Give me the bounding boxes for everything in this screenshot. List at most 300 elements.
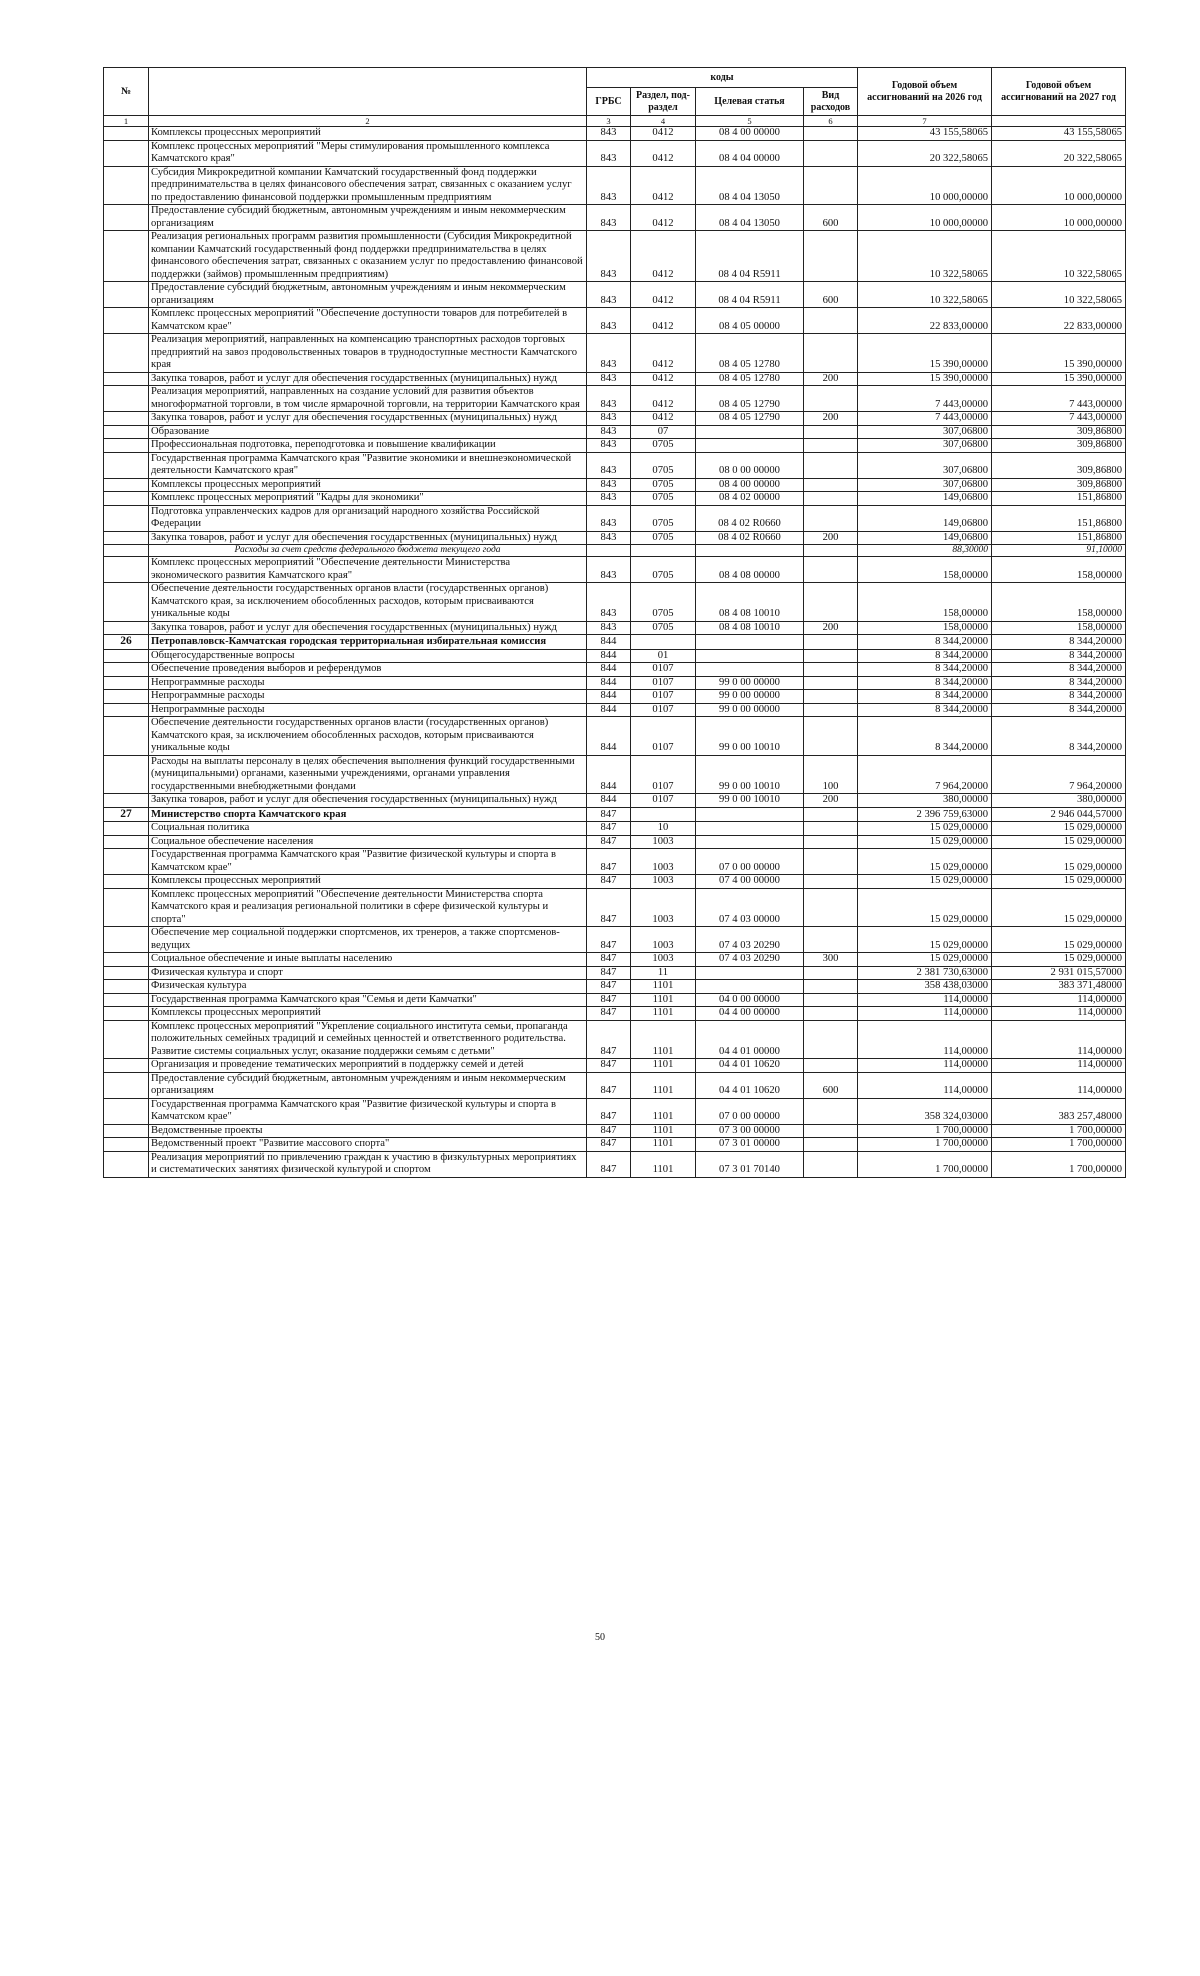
row-name: Социальная политика (149, 822, 587, 836)
row-grbs: 844 (587, 676, 631, 690)
table-row (104, 583, 1126, 622)
row-section: 0412 (631, 412, 696, 426)
colnum-3: 3 (587, 116, 631, 127)
row-grbs: 844 (587, 755, 631, 794)
row-number (104, 231, 149, 282)
row-target: 07 4 03 20290 (696, 927, 804, 953)
row-section: 0412 (631, 205, 696, 231)
row-target (696, 663, 804, 677)
row-name: Предоставление субсидий бюджетным, автономным учреждениям и иным некоммерческим организациям (149, 205, 587, 231)
row-volume-2026: 15 029,00000 (858, 927, 992, 953)
row-name: Комплекс процессных мероприятий "Обеспечение деятельности Министерства спорта Камчатского края и реализация региональной политики в сфере физической культуры и спорта" (149, 888, 587, 927)
row-expense-type (804, 308, 858, 334)
row-volume-2027: 22 833,00000 (992, 308, 1126, 334)
row-grbs: 843 (587, 372, 631, 386)
row-volume-2026: 15 029,00000 (858, 953, 992, 967)
row-number (104, 308, 149, 334)
row-target: 08 4 05 12780 (696, 334, 804, 373)
row-volume-2026: 307,06800 (858, 425, 992, 439)
row-section: 0705 (631, 505, 696, 531)
row-volume-2027: 8 344,20000 (992, 690, 1126, 704)
row-section: 0705 (631, 478, 696, 492)
table-row (104, 1151, 1126, 1177)
row-section: 10 (631, 822, 696, 836)
row-volume-2026: 149,06800 (858, 492, 992, 506)
table-row (104, 621, 1126, 635)
row-number (104, 835, 149, 849)
table-row (104, 531, 1126, 545)
row-volume-2027: 8 344,20000 (992, 717, 1126, 756)
row-volume-2027: 15 029,00000 (992, 822, 1126, 836)
row-grbs: 844 (587, 635, 631, 650)
table-row (104, 1138, 1126, 1152)
row-expense-type: 200 (804, 412, 858, 426)
row-expense-type (804, 386, 858, 412)
row-target: 08 4 05 12780 (696, 372, 804, 386)
colnum-7: 7 (858, 116, 992, 127)
row-name: Предоставление субсидий бюджетным, автономным учреждениям и иным некоммерческим организациям (149, 1072, 587, 1098)
row-target: 07 4 03 20290 (696, 953, 804, 967)
row-volume-2026: 1 700,00000 (858, 1151, 992, 1177)
row-name: Закупка товаров, работ и услуг для обеспечения государственных (муниципальных) нужд (149, 372, 587, 386)
row-expense-type (804, 166, 858, 205)
row-grbs: 843 (587, 166, 631, 205)
row-name: Обеспечение мер социальной поддержки спортсменов, их тренеров, а также спортсменов-ведущих (149, 927, 587, 953)
row-number (104, 386, 149, 412)
row-grbs: 843 (587, 334, 631, 373)
row-volume-2027: 151,86800 (992, 531, 1126, 545)
row-name: Непрограммные расходы (149, 676, 587, 690)
row-number (104, 452, 149, 478)
row-name: Общегосударственные вопросы (149, 649, 587, 663)
row-target: 08 4 05 12790 (696, 412, 804, 426)
row-name: Непрограммные расходы (149, 690, 587, 704)
row-volume-2026: 358 438,03000 (858, 980, 992, 994)
row-number (104, 888, 149, 927)
row-number (104, 478, 149, 492)
row-target (696, 807, 804, 822)
table-row (104, 966, 1126, 980)
row-name: Реализация мероприятий, направленных на компенсацию транспортных расходов торговых предприятий на завоз продовольственных товаров в труднодоступные местности Камчатского края (149, 334, 587, 373)
table-row (104, 1007, 1126, 1021)
row-section: 1101 (631, 980, 696, 994)
colnum-4: 4 (631, 116, 696, 127)
row-section: 0107 (631, 703, 696, 717)
row-target: 99 0 00 10010 (696, 717, 804, 756)
row-volume-2027: 158,00000 (992, 583, 1126, 622)
row-volume-2027: 309,86800 (992, 478, 1126, 492)
row-grbs: 847 (587, 1007, 631, 1021)
row-volume-2026: 114,00000 (858, 1072, 992, 1098)
row-grbs: 843 (587, 505, 631, 531)
row-target: 08 4 02 00000 (696, 492, 804, 506)
table-row (104, 993, 1126, 1007)
row-section: 1101 (631, 1007, 696, 1021)
row-grbs: 844 (587, 794, 631, 808)
row-volume-2027: 8 344,20000 (992, 703, 1126, 717)
row-expense-type (804, 676, 858, 690)
row-name: Расходы за счет средств федерального бюджета текущего года (149, 545, 587, 557)
row-expense-type (804, 649, 858, 663)
table-row (104, 308, 1126, 334)
row-grbs: 847 (587, 1098, 631, 1124)
row-volume-2026: 7 443,00000 (858, 386, 992, 412)
row-section: 1101 (631, 993, 696, 1007)
row-section: 0412 (631, 166, 696, 205)
row-section: 0107 (631, 690, 696, 704)
row-grbs: 843 (587, 386, 631, 412)
table-row (104, 663, 1126, 677)
row-name: Физическая культура и спорт (149, 966, 587, 980)
row-target: 07 3 01 70140 (696, 1151, 804, 1177)
row-grbs: 847 (587, 888, 631, 927)
row-name: Государственная программа Камчатского края "Развитие экономики и внешнеэкономической деятельности Камчатского края" (149, 452, 587, 478)
row-expense-type (804, 1124, 858, 1138)
row-volume-2027: 10 322,58065 (992, 282, 1126, 308)
row-volume-2026: 10 322,58065 (858, 231, 992, 282)
row-section: 0705 (631, 621, 696, 635)
row-volume-2027: 1 700,00000 (992, 1151, 1126, 1177)
row-number (104, 334, 149, 373)
header-volume-2026: Годовой объем ассигнований на 2026 год (858, 68, 992, 116)
row-expense-type (804, 334, 858, 373)
colnum-6: 6 (804, 116, 858, 127)
table-row (104, 425, 1126, 439)
row-section: 0412 (631, 282, 696, 308)
table-row (104, 755, 1126, 794)
row-target: 08 4 04 R5911 (696, 231, 804, 282)
row-expense-type (804, 140, 858, 166)
table-row (104, 835, 1126, 849)
row-volume-2026: 8 344,20000 (858, 635, 992, 650)
row-expense-type (804, 663, 858, 677)
budget-table (103, 67, 1126, 1178)
row-volume-2026: 8 344,20000 (858, 649, 992, 663)
row-expense-type (804, 1020, 858, 1059)
row-name: Закупка товаров, работ и услуг для обеспечения государственных (муниципальных) нужд (149, 794, 587, 808)
row-number (104, 492, 149, 506)
table-row (104, 372, 1126, 386)
row-volume-2027: 114,00000 (992, 1072, 1126, 1098)
row-section: 1101 (631, 1020, 696, 1059)
row-expense-type (804, 231, 858, 282)
row-volume-2026: 8 344,20000 (858, 676, 992, 690)
row-name: Петропавловск-Камчатская городская территориальная избирательная комиссия (149, 635, 587, 650)
row-number (104, 953, 149, 967)
table-row (104, 703, 1126, 717)
row-number (104, 166, 149, 205)
row-expense-type (804, 849, 858, 875)
row-target: 08 4 02 R0660 (696, 505, 804, 531)
row-volume-2027: 2 931 015,57000 (992, 966, 1126, 980)
row-volume-2026: 15 029,00000 (858, 888, 992, 927)
row-section: 1101 (631, 1124, 696, 1138)
row-volume-2027: 15 029,00000 (992, 835, 1126, 849)
header-name (149, 68, 587, 116)
row-volume-2027: 114,00000 (992, 1007, 1126, 1021)
row-name: Комплексы процессных мероприятий (149, 127, 587, 141)
row-name: Комплекс процессных мероприятий "Обеспечение деятельности Министерства экономического развития Камчатского края" (149, 557, 587, 583)
row-volume-2026: 8 344,20000 (858, 663, 992, 677)
row-expense-type (804, 980, 858, 994)
row-number (104, 849, 149, 875)
colnum-2: 2 (149, 116, 587, 127)
row-volume-2026: 8 344,20000 (858, 703, 992, 717)
budget-table-page (103, 67, 1125, 1178)
row-grbs: 843 (587, 127, 631, 141)
row-volume-2026: 15 029,00000 (858, 875, 992, 889)
row-volume-2027: 114,00000 (992, 993, 1126, 1007)
header-number: № (104, 68, 149, 116)
row-volume-2026: 158,00000 (858, 621, 992, 635)
row-volume-2026: 15 029,00000 (858, 835, 992, 849)
row-target (696, 822, 804, 836)
row-name: Министерство спорта Камчатского края (149, 807, 587, 822)
row-section: 1101 (631, 1059, 696, 1073)
row-volume-2027: 309,86800 (992, 439, 1126, 453)
header-expense-type: Вид расходов (804, 88, 858, 116)
row-name: Комплекс процессных мероприятий "Укрепление социального института семьи, пропаганда положительных семейных традиций и семейных ценностей и ответственного родительства. Развитие системы социальных услуг, оказание поддержки семьям с детьми" (149, 1020, 587, 1059)
table-row (104, 557, 1126, 583)
row-section: 0705 (631, 583, 696, 622)
row-expense-type (804, 835, 858, 849)
row-expense-type (804, 557, 858, 583)
row-section: 1003 (631, 888, 696, 927)
row-number (104, 1020, 149, 1059)
row-number (104, 545, 149, 557)
row-volume-2027: 309,86800 (992, 425, 1126, 439)
row-target: 08 4 00 00000 (696, 127, 804, 141)
row-expense-type: 200 (804, 794, 858, 808)
row-expense-type (804, 888, 858, 927)
row-volume-2026: 7 443,00000 (858, 412, 992, 426)
row-section: 0705 (631, 531, 696, 545)
row-target: 08 4 00 00000 (696, 478, 804, 492)
row-name: Расходы на выплаты персоналу в целях обеспечения выполнения функций государственными (муниципальными) органами, казенными учреждениями, органами управления государственными внебюджетными фондами (149, 755, 587, 794)
row-volume-2027: 151,86800 (992, 505, 1126, 531)
table-row (104, 334, 1126, 373)
row-volume-2027: 2 946 044,57000 (992, 807, 1126, 822)
row-number (104, 927, 149, 953)
row-target (696, 545, 804, 557)
row-number (104, 557, 149, 583)
row-name: Закупка товаров, работ и услуг для обеспечения государственных (муниципальных) нужд (149, 531, 587, 545)
row-section (631, 635, 696, 650)
row-volume-2027: 15 029,00000 (992, 875, 1126, 889)
row-expense-type (804, 635, 858, 650)
row-volume-2026: 158,00000 (858, 583, 992, 622)
row-expense-type (804, 1098, 858, 1124)
row-grbs: 847 (587, 849, 631, 875)
table-row (104, 166, 1126, 205)
row-section (631, 807, 696, 822)
row-volume-2027: 309,86800 (992, 452, 1126, 478)
row-volume-2026: 20 322,58065 (858, 140, 992, 166)
row-target: 99 0 00 10010 (696, 794, 804, 808)
row-name: Обеспечение деятельности государственных органов власти (государственных органов) Камчатского края, за исключением обособленных расходов, которым присваиваются уникальные коды (149, 583, 587, 622)
table-row (104, 717, 1126, 756)
table-row (104, 1124, 1126, 1138)
row-volume-2027: 20 322,58065 (992, 140, 1126, 166)
row-expense-type: 100 (804, 755, 858, 794)
row-number (104, 966, 149, 980)
row-name: Государственная программа Камчатского края "Развитие физической культуры и спорта в Камчатском крае" (149, 849, 587, 875)
row-volume-2027: 380,00000 (992, 794, 1126, 808)
row-volume-2026: 114,00000 (858, 993, 992, 1007)
header-grbs: ГРБС (587, 88, 631, 116)
row-volume-2027: 8 344,20000 (992, 649, 1126, 663)
row-target: 04 4 00 00000 (696, 1007, 804, 1021)
row-volume-2026: 307,06800 (858, 478, 992, 492)
row-volume-2026: 114,00000 (858, 1059, 992, 1073)
row-grbs: 847 (587, 1020, 631, 1059)
row-volume-2026: 22 833,00000 (858, 308, 992, 334)
row-number (104, 703, 149, 717)
row-number (104, 205, 149, 231)
row-grbs: 844 (587, 703, 631, 717)
row-volume-2026: 307,06800 (858, 452, 992, 478)
row-volume-2026: 8 344,20000 (858, 717, 992, 756)
row-volume-2026: 7 964,20000 (858, 755, 992, 794)
row-expense-type (804, 425, 858, 439)
row-target: 07 3 01 00000 (696, 1138, 804, 1152)
row-name: Обеспечение проведения выборов и референдумов (149, 663, 587, 677)
row-volume-2026: 114,00000 (858, 1007, 992, 1021)
row-number (104, 794, 149, 808)
row-target (696, 425, 804, 439)
table-row (104, 282, 1126, 308)
row-grbs: 844 (587, 649, 631, 663)
row-expense-type (804, 875, 858, 889)
row-volume-2026: 10 322,58065 (858, 282, 992, 308)
row-expense-type (804, 492, 858, 506)
row-section: 0412 (631, 140, 696, 166)
row-number (104, 717, 149, 756)
row-volume-2027: 1 700,00000 (992, 1124, 1126, 1138)
row-name: Закупка товаров, работ и услуг для обеспечения государственных (муниципальных) нужд (149, 412, 587, 426)
row-target: 04 4 01 10620 (696, 1059, 804, 1073)
row-name: Подготовка управленческих кадров для организаций народного хозяйства Российской Федерации (149, 505, 587, 531)
row-volume-2027: 15 029,00000 (992, 849, 1126, 875)
row-name: Ведомственные проекты (149, 1124, 587, 1138)
row-section: 0705 (631, 492, 696, 506)
row-grbs: 847 (587, 980, 631, 994)
row-grbs: 843 (587, 452, 631, 478)
row-grbs: 847 (587, 953, 631, 967)
row-name: Реализация региональных программ развития промышленности (Субсидия Микрокредитной компании Камчатский государственный фонд поддержки предпринимательства в целях финансового обеспечения затрат, связанных с оказанием услуг по предоставлению финансовой поддержки (займов) промышленным предприятиям) (149, 231, 587, 282)
row-grbs: 844 (587, 690, 631, 704)
row-grbs: 843 (587, 439, 631, 453)
table-row (104, 849, 1126, 875)
row-section: 0705 (631, 439, 696, 453)
row-name: Комплекс процессных мероприятий "Обеспечение доступности товаров для потребителей в Камчатском крае" (149, 308, 587, 334)
row-expense-type: 200 (804, 531, 858, 545)
row-target: 99 0 00 00000 (696, 703, 804, 717)
row-name: Социальное обеспечение и иные выплаты населению (149, 953, 587, 967)
row-volume-2026: 15 029,00000 (858, 822, 992, 836)
row-volume-2026: 2 381 730,63000 (858, 966, 992, 980)
row-grbs: 843 (587, 308, 631, 334)
row-target: 08 4 08 10010 (696, 621, 804, 635)
row-name: Субсидия Микрокредитной компании Камчатский государственный фонд поддержки предпринимательства в целях финансового обеспечения затрат, связанных с оказанием услуг по предоставлению финансовой поддержки промышленным предприятиям (149, 166, 587, 205)
row-number (104, 1007, 149, 1021)
row-name: Ведомственный проект "Развитие массового спорта" (149, 1138, 587, 1152)
row-volume-2026: 114,00000 (858, 1020, 992, 1059)
row-name: Комплексы процессных мероприятий (149, 478, 587, 492)
row-section: 0107 (631, 794, 696, 808)
row-grbs: 844 (587, 717, 631, 756)
row-volume-2026: 10 000,00000 (858, 205, 992, 231)
row-name: Профессиональная подготовка, переподготовка и повышение квалификации (149, 439, 587, 453)
row-target: 08 4 08 00000 (696, 557, 804, 583)
row-number (104, 439, 149, 453)
row-volume-2027: 8 344,20000 (992, 635, 1126, 650)
row-section: 07 (631, 425, 696, 439)
row-grbs: 843 (587, 583, 631, 622)
row-number (104, 822, 149, 836)
row-number (104, 531, 149, 545)
row-number (104, 875, 149, 889)
row-grbs: 843 (587, 425, 631, 439)
row-target (696, 439, 804, 453)
row-target: 08 4 02 R0660 (696, 531, 804, 545)
row-grbs: 847 (587, 1059, 631, 1073)
row-grbs: 843 (587, 492, 631, 506)
table-row (104, 676, 1126, 690)
row-expense-type: 300 (804, 953, 858, 967)
row-expense-type (804, 1138, 858, 1152)
row-section: 0705 (631, 557, 696, 583)
colnum-1: 1 (104, 116, 149, 127)
row-grbs: 843 (587, 412, 631, 426)
row-target: 07 0 00 00000 (696, 1098, 804, 1124)
row-volume-2027: 158,00000 (992, 621, 1126, 635)
row-grbs: 843 (587, 282, 631, 308)
row-expense-type (804, 583, 858, 622)
row-grbs: 843 (587, 231, 631, 282)
row-volume-2026: 10 000,00000 (858, 166, 992, 205)
row-name: Закупка товаров, работ и услуг для обеспечения государственных (муниципальных) нужд (149, 621, 587, 635)
row-volume-2027: 43 155,58065 (992, 127, 1126, 141)
table-row (104, 140, 1126, 166)
row-number (104, 993, 149, 1007)
row-volume-2026: 358 324,03000 (858, 1098, 992, 1124)
table-row (104, 205, 1126, 231)
row-grbs: 843 (587, 557, 631, 583)
row-number (104, 621, 149, 635)
row-expense-type (804, 822, 858, 836)
row-name: Комплексы процессных мероприятий (149, 875, 587, 889)
row-volume-2027: 114,00000 (992, 1020, 1126, 1059)
table-row (104, 1072, 1126, 1098)
row-number (104, 649, 149, 663)
row-name: Образование (149, 425, 587, 439)
table-row (104, 888, 1126, 927)
row-expense-type (804, 478, 858, 492)
row-target: 99 0 00 00000 (696, 690, 804, 704)
row-volume-2027: 91,10000 (992, 545, 1126, 557)
row-volume-2026: 2 396 759,63000 (858, 807, 992, 822)
row-name: Организация и проведение тематических мероприятий в поддержку семей и детей (149, 1059, 587, 1073)
row-section: 01 (631, 649, 696, 663)
table-row (104, 505, 1126, 531)
row-target: 04 0 00 00000 (696, 993, 804, 1007)
row-number (104, 372, 149, 386)
row-expense-type (804, 966, 858, 980)
row-volume-2027: 15 029,00000 (992, 888, 1126, 927)
row-expense-type: 600 (804, 282, 858, 308)
row-grbs: 847 (587, 1072, 631, 1098)
